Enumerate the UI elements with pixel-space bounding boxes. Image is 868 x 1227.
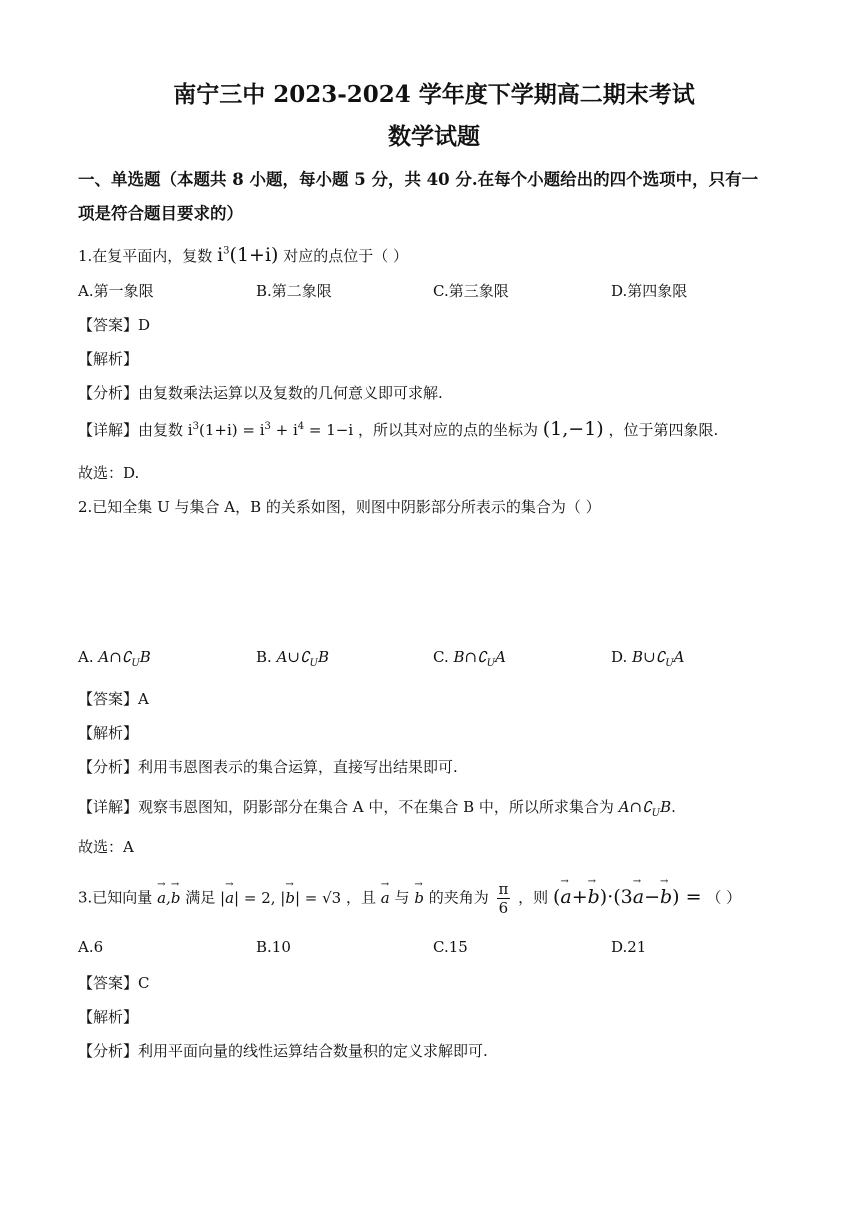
- q3-option-d: D.21: [611, 938, 647, 956]
- q3-option-b: B.10: [256, 938, 291, 956]
- q1-xiangjie: [78, 418, 718, 440]
- q2-guxuan: 故选：A: [78, 838, 134, 856]
- q2-option-c-formula: $B\cap∁_UA$: [453, 648, 506, 669]
- q2-analysis-label: 【解析】: [78, 724, 139, 742]
- q1-xiangjie-prefix: 【详解】由复数: [78, 421, 184, 439]
- q3-stem: 3.已知向量 → a,→ b 满足 |→ a| = 2, |→ b| = √3 ，且 → a 与 → b 的夹角为 $\frac{\pi}{6}$ ，则 (→ a+→ b)·(3→ a−→ b) = （ ）: [78, 880, 741, 917]
- q1-answer: 【答案】D: [78, 316, 151, 334]
- q1-guxuan: 故选：D.: [78, 464, 140, 482]
- q3-expression: (→ a+→ b)·(3→ a−→ b) =: [553, 886, 702, 908]
- q2-option-a: A. $A\cap∁_UB$: [78, 648, 151, 669]
- q3-answer: 【答案】C: [78, 974, 150, 992]
- q1-xiangjie-suffix: ，位于第四象限.: [608, 421, 719, 439]
- exam-title: 南宁三中 2023-2024 学年度下学期高二期末考试: [173, 81, 695, 108]
- q2-answer: 【答案】A: [78, 690, 149, 708]
- q3-option-c: C.15: [433, 938, 468, 956]
- q1-xiangjie-mid: ，所以其对应的点的坐标为: [357, 421, 538, 439]
- q1-analysis-label: 【解析】: [78, 350, 139, 368]
- q3-analysis-label: 【解析】: [78, 1008, 139, 1026]
- q1-point: (1,−1): [542, 418, 604, 440]
- q2-xiangjie: 【详解】观察韦恩图知，阴影部分在集合 A 中，不在集合 B 中，所以所求集合为 $A\cap∁_UB$.: [78, 798, 676, 819]
- q1-option-a: A.第一象限: [78, 282, 154, 300]
- q2-option-d-formula: $B\cup∁_UA$: [632, 648, 685, 669]
- q1-option-d: D.第四象限: [611, 282, 688, 300]
- q1-option-b: B.第二象限: [256, 282, 332, 300]
- q2-xiangjie-formula: $A\cap∁_UB$: [618, 798, 672, 819]
- q3-option-a: A.6: [78, 938, 104, 956]
- q1-stem: [78, 244, 408, 266]
- q1-fenxi: 【分析】由复数乘法运算以及复数的几何意义即可求解.: [78, 384, 443, 402]
- q1-xiangjie-formula: $i^3(1+i) = i^3 + i^4 = 1-i$: [187, 421, 354, 439]
- section-heading-line2: 项是符合题目要求的）: [78, 204, 243, 223]
- q1-stem-prefix: 1.在复平面内，复数: [78, 247, 213, 265]
- q2-stem: 2.已知全集 U 与集合 A，B 的关系如图，则图中阴影部分所表示的集合为（ ）: [78, 498, 601, 516]
- section-heading-line1: 一、单选题（本题共 8 小题，每小题 5 分，共 40 分.在每个小题给出的四个选项中，只有一: [78, 170, 759, 189]
- q2-fenxi: 【分析】利用韦恩图表示的集合运算，直接写出结果即可.: [78, 758, 458, 776]
- q2-option-a-formula: $A\cap∁_UB$: [98, 648, 151, 669]
- q2-xiangjie-text: 【详解】观察韦恩图知，阴影部分在集合 A 中，不在集合 B 中，所以所求集合为: [78, 798, 614, 816]
- q3-vectors: → a,→ b: [157, 889, 180, 907]
- q1-stem-suffix: 对应的点位于（ ）: [283, 247, 409, 265]
- q3-magnitudes: |→ a| = 2, |→ b| = √3: [220, 889, 341, 907]
- q1-option-c: C.第三象限: [433, 282, 509, 300]
- q1-formula: $i^3(1+i)$: [217, 244, 279, 266]
- q2-option-c: C. $B\cap∁_UA$: [433, 648, 506, 669]
- q3-fenxi: 【分析】利用平面向量的线性运算结合数量积的定义求解即可.: [78, 1042, 488, 1060]
- exam-subtitle: 数学试题: [388, 123, 480, 150]
- q2-option-b: B. $A\cup∁_UB$: [256, 648, 329, 669]
- q3-angle-fraction: $\frac{\pi}{6}$: [498, 880, 509, 917]
- q2-option-d: D. $B\cup∁_UA$: [611, 648, 685, 669]
- q2-option-b-formula: $A\cup∁_UB$: [276, 648, 329, 669]
